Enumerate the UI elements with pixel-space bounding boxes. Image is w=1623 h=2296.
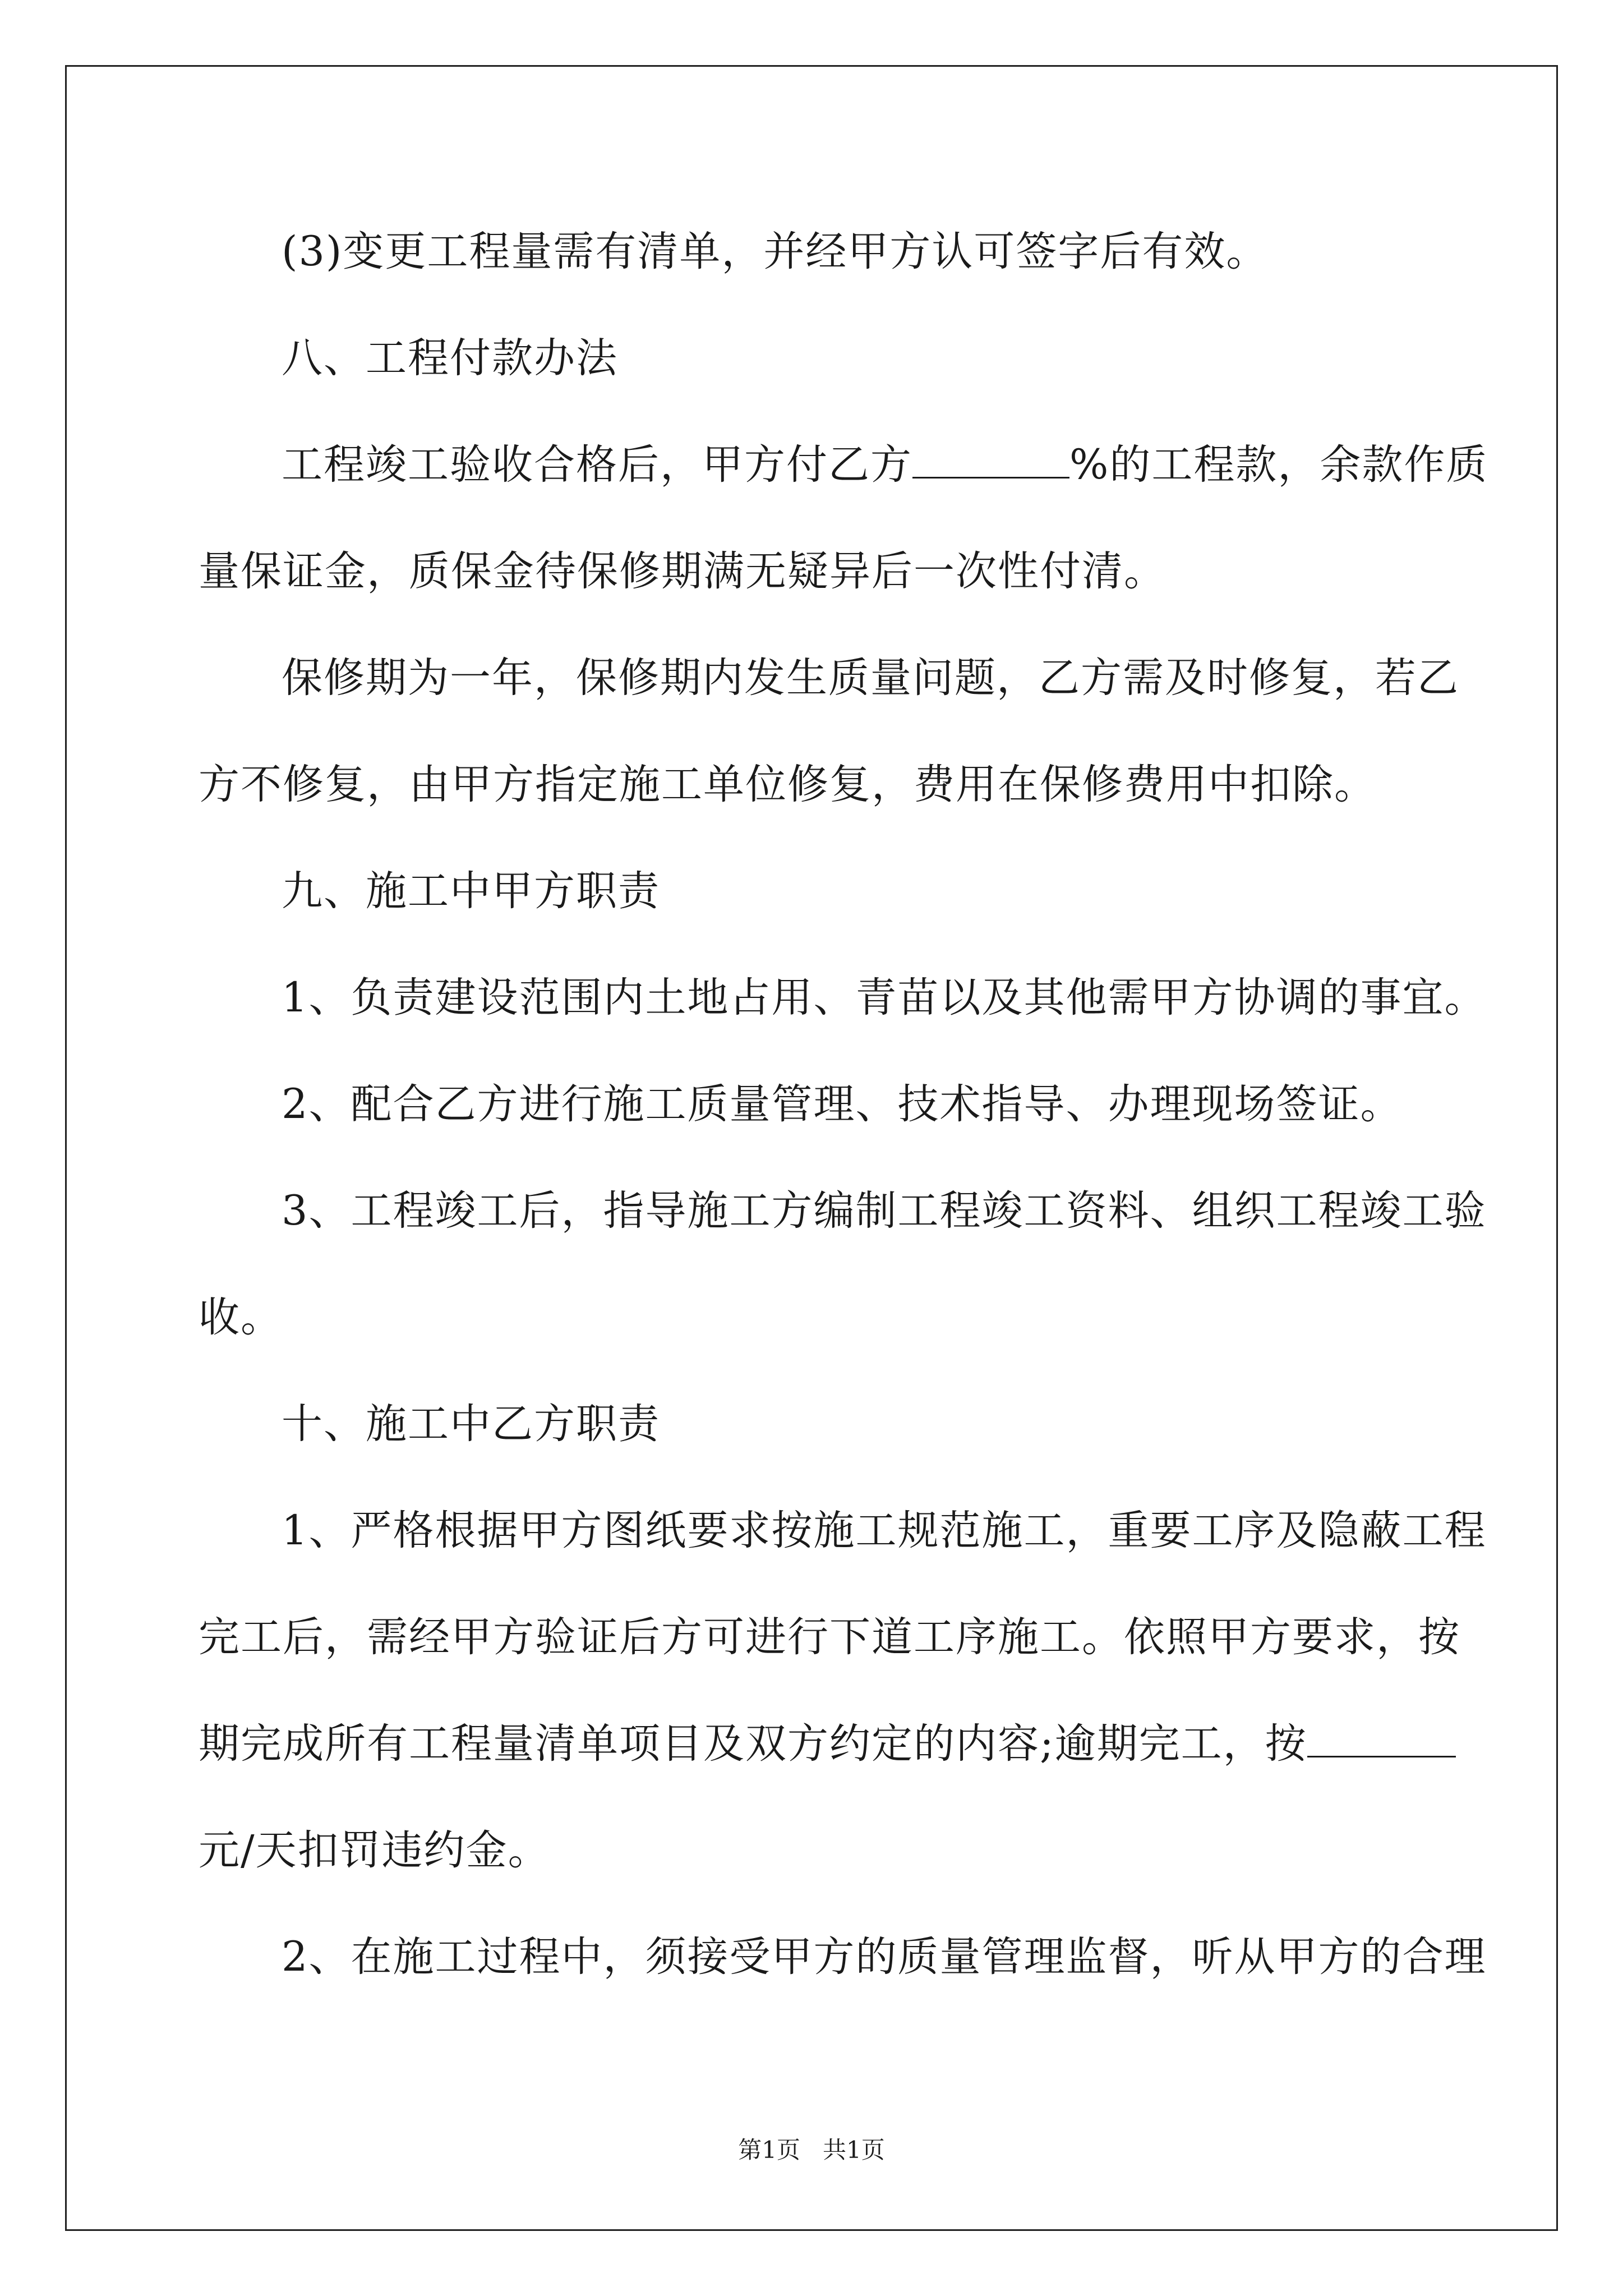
paragraph-line [282,1506,1486,1556]
text: (3)变更工程量需有清单，并经甲方认可签字后有效。 [282,228,1269,275]
paragraph-line [199,1612,1460,1663]
page-number-footer: 第1页 共1页 [738,2136,885,2164]
paragraph-line [199,1825,550,1876]
page-border [65,65,1558,2231]
text: 九、施工中甲方职责 [282,867,660,915]
text: 期完成所有工程量清单项目及双方约定的内容;逾期完工，按 [199,1720,1307,1768]
paragraph-line [282,440,1488,490]
paragraph-line [282,1186,1486,1236]
paragraph-line [199,1719,1456,1769]
paragraph-line [282,653,1459,703]
paragraph-line [282,1932,1486,1982]
text: 方不修复，由甲方指定施工单位修复，费用在保修费用中扣除。 [199,761,1376,808]
fill-blank [912,443,1069,478]
text: 3、工程竣工后，指导施工方编制工程竣工资料、组织工程竣工验 [282,1187,1487,1235]
text: 完工后，需经甲方验证后方可进行下道工序施工。依照甲方要求，按 [199,1613,1460,1661]
paragraph-line [282,227,1268,277]
text: %的工程款，余款作质 [1069,441,1488,489]
text: 八、工程付款办法 [282,334,618,382]
paragraph-line [282,973,1486,1023]
section-heading [282,333,618,384]
paragraph-line [199,546,1166,597]
section-heading [282,866,660,917]
text: 1、负责建设范围内土地占用、青苗以及其他需甲方协调的事宜。 [282,974,1487,1022]
text: 收。 [199,1294,283,1341]
fill-blank [1307,1722,1456,1757]
text: 1、严格根据甲方图纸要求按施工规范施工，重要工序及隐蔽工程 [282,1507,1487,1554]
paragraph-line [282,1079,1402,1130]
text: 十、施工中乙方职责 [282,1400,660,1448]
text: 2、在施工过程中，须接受甲方的质量管理监督，听从甲方的合理 [282,1933,1487,1981]
paragraph-line [199,760,1376,810]
text: 元/天扣罚违约金。 [199,1826,550,1874]
text: 保修期为一年，保修期内发生质量问题，乙方需及时修复，若乙 [282,654,1459,702]
section-heading [282,1399,660,1450]
text: 2、配合乙方进行施工质量管理、技术指导、办理现场签证。 [282,1080,1403,1128]
text: 工程竣工验收合格后，甲方付乙方 [282,441,912,489]
paragraph-line [199,1292,283,1343]
text: 量保证金，质保金待保修期满无疑异后一次性付清。 [199,547,1166,595]
